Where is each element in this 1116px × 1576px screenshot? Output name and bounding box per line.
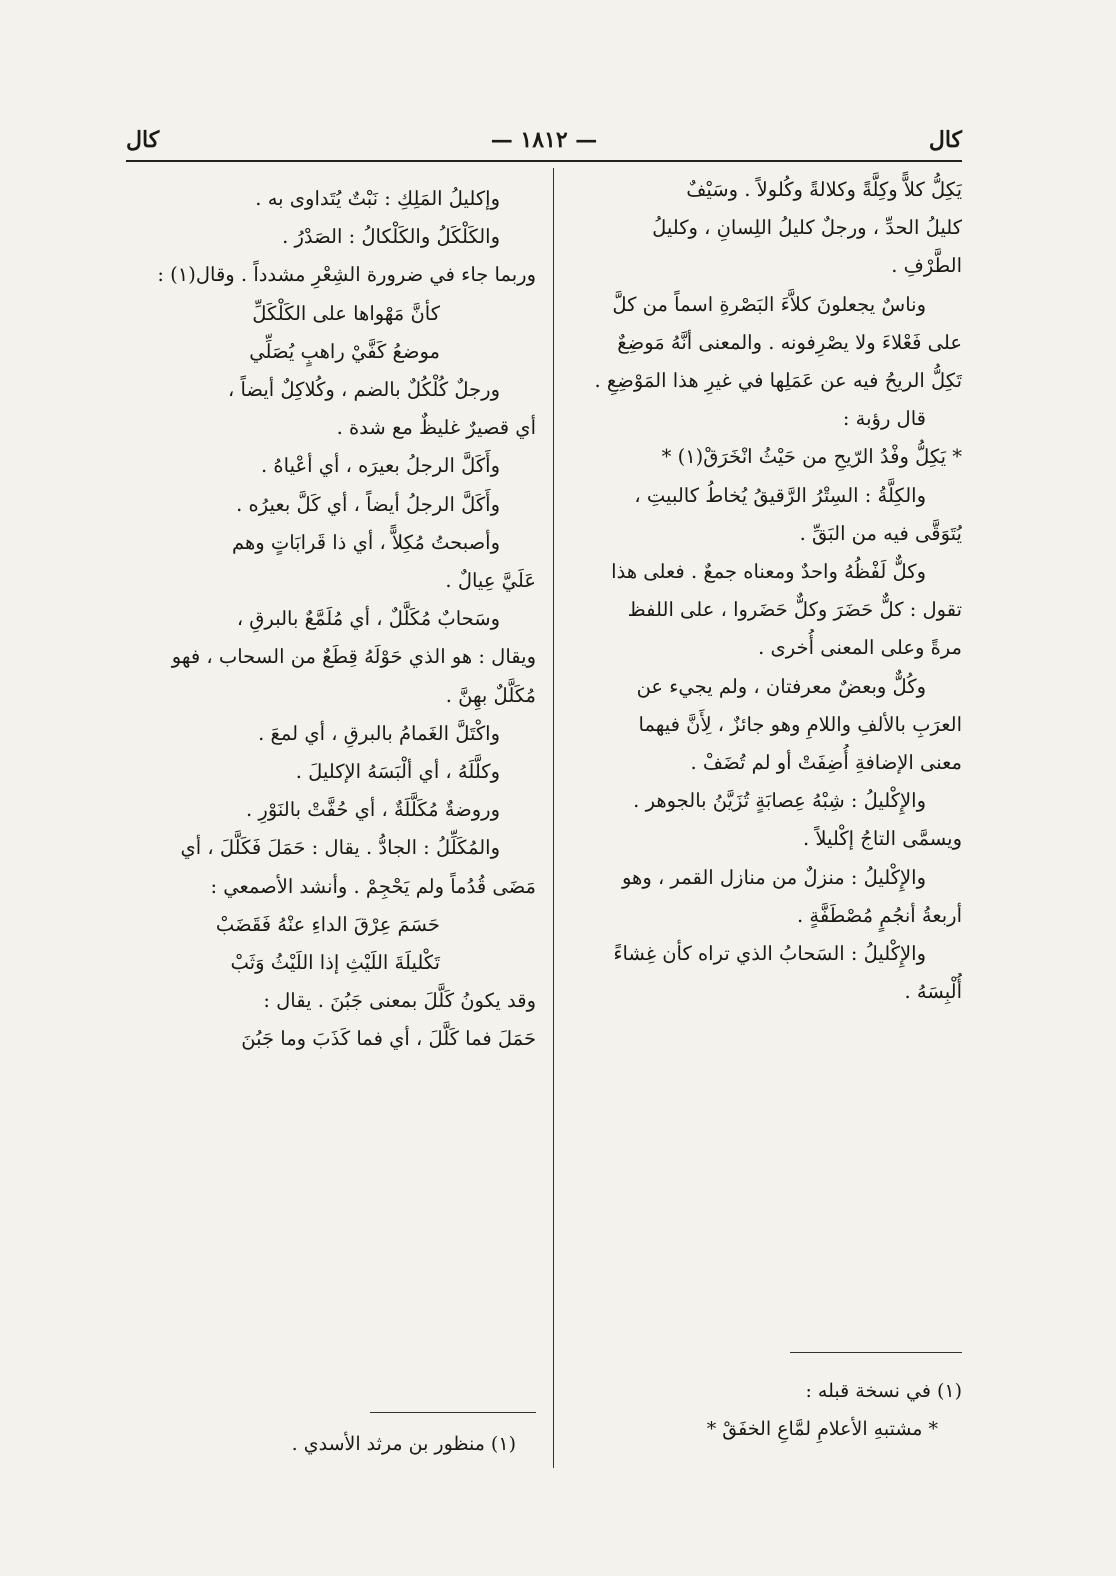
footnote-rule [790,1352,962,1353]
footnote-line: (١) في نسخة قبله : [805,1380,962,1402]
text-line: يَكِلُّ كلاًّ وكِلَّةً وكلالةً وكُلولاً . وسَيْفٌ [686,178,962,201]
footnote-verse: * مشتبهِ الأعلامِ لمَّاعِ الخفَقْ * [706,1418,938,1440]
verse-line: كأنَّ مَهْواها على الكَلْكَلِّ [252,301,440,325]
header-keyword-right: كال [928,127,962,153]
text-line: معنى الإضافةِ أُضِفَتْ أو لم تُضَفْ . [690,751,962,775]
text-line: تقول : كلٌّ حَضَرَ وكلٌّ حَضَروا ، على اللفظ [627,598,962,622]
text-line: وناسٌ يجعلونَ كلاَّءَ البَصْرةِ اسماً من كلَّ [612,292,926,316]
right-column [572,171,962,1011]
text-line: والمُكَلِّلُ : الجادُّ . يقال : حَمَلَ فَكَلَّلَ ، أي [180,836,500,860]
text-line: الطَّرْفِ . [891,254,962,278]
text-line: كليلُ الحدِّ ، ورجلٌ كليلُ اللِسانِ ، وكليلُ [652,216,962,240]
text-line: واكْتَلَّ الغَمامُ بالبرقِ ، أي لمعَ . [258,721,500,745]
text-line: قال رؤبة : [842,407,926,431]
text-line: حَمَلَ فما كَلَّلَ ، أي فما كَذَبَ وما جَبُنَ [241,1027,536,1051]
text-line: مرةً وعلى المعنى أُخرى . [758,636,962,660]
text-line: والإِكْليلُ : منزلٌ من منازل القمر ، وهو [621,865,926,889]
text-line: أربعةُ أنجُمٍ مُصْطَفَّةٍ . [797,903,962,927]
text-line: أي قصيرٌ غليظٌ مع شدة . [336,416,536,440]
text-line: وسَحابٌ مُكَلَّلٌ ، أي مُلَمَّعٌ بالبرقِ ، [236,607,500,631]
text-line: وقد يكونُ كَلَّلَ بمعنى جَبُنَ . يقال : [263,989,536,1013]
text-line: وربما جاء في ضرورة الشِعْرِ مشدداً . وقال(١) : [157,263,536,287]
text-line: وإكليلُ المَلِكِ : نَبْتٌ يُتَداوى به . [255,187,500,210]
header-rule [126,160,962,162]
text-line: والكَلْكَلُ والكَلْكالُ : الصَدْرُ . [282,225,500,249]
footnote-line: (١) منظور بن مرثد الأسدي . [291,1433,516,1455]
text-line: أُلْبِسَهُ . [904,980,962,1004]
text-line: مُكَلَّلٌ بهِنَّ . [445,683,536,707]
text-line: ويقال : هو الذي حَوْلَهُ قِطَعٌ من السحاب ، فهو [171,645,536,669]
text-line: والكِلَّةُ : السِتْرُ الرَّقيقُ يُخاطُ كالبيتِ ، [634,483,926,507]
text-line: تَكِلُّ الريحُ فيه عن عَمَلِها في غيرِ هذا المَوْضِعِ . [594,369,962,393]
text-line: وروضةٌ مُكَلَّلَةٌ ، أي حُفَّتْ بالنَوْرِ . [246,798,500,822]
text-line: على فَعْلاءَ ولا يصْرِفونه . والمعنى أنَّهُ مَوضِعٌ [617,330,962,354]
text-line: ويسمَّى التاجُ إكْليلاً . [802,827,962,851]
page-number: — ١٨١٢ — [490,127,598,153]
text-line: ورجلٌ كُلْكُلٌ بالضم ، وكُلاكِلٌ أيضاً ، [228,378,500,402]
text-line: والإِكْليلُ : شِبْهُ عِصابَةٍ تُزَيَّنُ بالجوهر . [633,789,926,813]
column-divider [553,168,554,1468]
text-line: وكلٌّ لَفْظُهُ واحدٌ ومعناه جمعٌ . فعلى هذا [611,560,926,584]
footnote-left [126,1425,536,1463]
text-line: وكُلٌّ وبعضٌ معرفتان ، ولم يجيء عن [636,674,926,698]
text-line: العرَبِ بالألفِ واللامِ وهو جائزٌ ، لِأَنَّ فيهما [638,712,962,736]
footnote-right [572,1372,962,1448]
page-header [126,122,962,158]
text-line: مَضَى قُدُماً ولم يَحْجِمْ . وأنشد الأصمعي : [210,874,536,898]
text-line: وكلَّلَهُ ، أي ألْبَسَهُ الإكليلَ . [295,760,500,784]
text-line: وأَكَلَّ الرجلُ بعيرَه ، أي أعْياهُ . [261,454,500,478]
verse-line: موضعُ كَفَّيْ راهبٍ يُصَلِّي [249,339,440,363]
verse-line: تَكْليلَةَ اللَيْثِ إذا اللَيْثُ وَثَبْ [230,951,440,975]
text-line: والإِكْليلُ : السَحابُ الذي تراه كأن غِشاءً [613,942,926,966]
text-line: عَلَيَّ عِيالٌ . [445,569,536,593]
text-line: وأَكَلَّ الرجلُ أيضاً ، أي كَلَّ بعيرُه . [236,492,500,516]
verse-line: حَسَمَ عِرْقَ الداءِ عنْهُ فَقَضَبْ [215,912,440,936]
footnote-rule [370,1412,536,1413]
left-column [126,180,536,1059]
header-keyword-left: كال [126,127,160,153]
text-line: وأصبحتُ مُكِلاًّ ، أي ذا قَرابَاتٍ وهم [231,530,500,554]
text-line: يُتَوَقَّى فيه من البَقِّ . [799,521,962,545]
verse-line: * يَكِلُّ وفْدُ الرّيحِ من حَيْثُ انْخَرَقْ(١) * [661,445,962,469]
